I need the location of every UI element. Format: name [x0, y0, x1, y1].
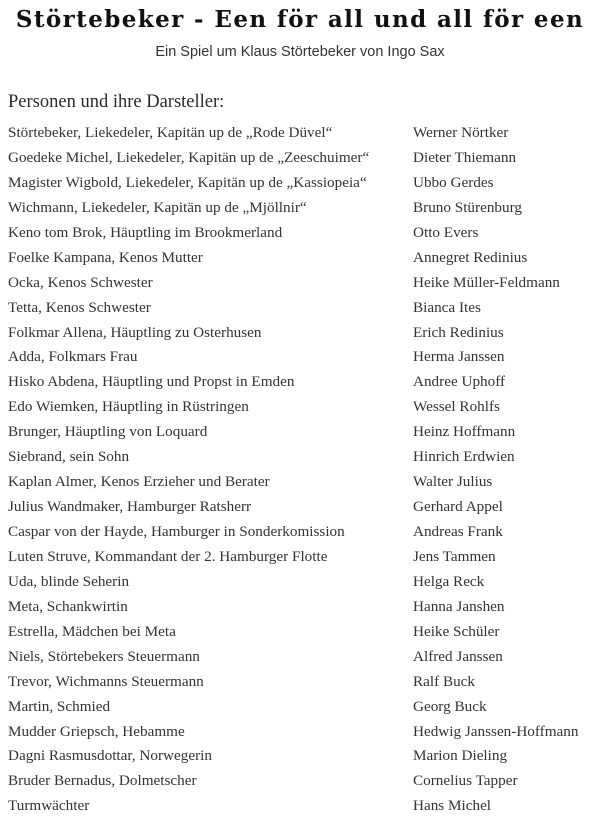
- actor-name: Marion Dieling: [413, 747, 508, 765]
- role-name: Julius Wandmaker, Hamburger Ratsherr: [8, 498, 252, 516]
- actor-name: Heike Schüler: [413, 622, 500, 640]
- cast-row: [0, 769, 600, 794]
- role-name: Niels, Störtebekers Steuermann: [8, 647, 200, 665]
- cast-row: [0, 321, 600, 346]
- cast-row: [0, 296, 600, 321]
- actor-name: Herma Janssen: [413, 348, 505, 366]
- role-name: Adda, Folkmars Frau: [8, 348, 138, 366]
- role-name: Ocka, Kenos Schwester: [8, 273, 153, 291]
- actor-name: Dieter Thiemann: [413, 148, 517, 166]
- cast-row: [0, 545, 600, 570]
- role-name: Magister Wigbold, Liekedeler, Kapitän up de „Kassiopeia“: [8, 173, 367, 191]
- role-name: Mudder Griepsch, Hebamme: [8, 722, 185, 740]
- cast-row: [0, 445, 600, 470]
- role-name: Kaplan Almer, Kenos Erzieher und Berater: [8, 473, 270, 491]
- cast-row: [0, 271, 600, 296]
- role-name: Keno tom Brok, Häuptling im Brookmerland: [8, 223, 283, 241]
- role-name: Foelke Kampana, Kenos Mutter: [8, 248, 203, 266]
- role-name: Martin, Schmied: [8, 697, 111, 715]
- actor-name: Erich Redinius: [413, 323, 504, 341]
- cast-row: [0, 794, 600, 819]
- cast-row: [0, 121, 600, 146]
- actor-name: Werner Nörtker: [413, 124, 509, 141]
- actor-name: Wessel Rohlfs: [413, 398, 500, 416]
- actor-name: Gerhard Appel: [413, 498, 503, 516]
- actor-name: Hans Michel: [413, 797, 492, 815]
- role-name: Goedeke Michel, Liekedeler, Kapitän up de „Zeeschuimer“: [8, 148, 370, 166]
- actor-name: Ralf Buck: [413, 672, 476, 690]
- cast-row: [0, 570, 600, 595]
- cast-row: [0, 744, 600, 769]
- cast-row: [0, 370, 600, 395]
- cast-row: [0, 196, 600, 221]
- actor-name: Georg Buck: [413, 697, 487, 715]
- actor-name: Hedwig Janssen-Hoffmann: [413, 722, 579, 740]
- cast-row: [0, 645, 600, 670]
- actor-name: Hanna Janshen: [413, 597, 505, 615]
- cast-row: [0, 470, 600, 495]
- actor-name: Walter Julius: [413, 473, 493, 491]
- cast-row: [0, 146, 600, 171]
- actor-name: Helga Reck: [413, 572, 485, 590]
- actor-name: Cornelius Tapper: [413, 772, 518, 790]
- cast-row: [0, 171, 600, 196]
- cast-row: [0, 345, 600, 370]
- cast-row: [0, 595, 600, 620]
- cast-row: [0, 395, 600, 420]
- actor-name: Hinrich Erdwien: [413, 448, 515, 466]
- actor-name: Heike Müller-Feldmann: [413, 273, 560, 291]
- page-subtitle: Ein Spiel um Klaus Störtebeker von Ingo Sax: [155, 44, 445, 60]
- cast-table: [0, 121, 600, 819]
- role-name: Hisko Abdena, Häuptling und Propst in Emden: [8, 373, 295, 391]
- role-name: Brunger, Häuptling von Loquard: [8, 423, 208, 441]
- cast-row: [0, 670, 600, 695]
- role-name: Störtebeker, Liekedeler, Kapitän up de „Rode Düvel“: [8, 124, 333, 141]
- actor-name: Andree Uphoff: [413, 373, 506, 391]
- cast-row: [0, 495, 600, 520]
- role-name: Folkmar Allena, Häuptling zu Osterhusen: [8, 323, 262, 341]
- actor-name: Ubbo Gerdes: [413, 173, 494, 191]
- role-name: Turmwächter: [8, 797, 90, 815]
- actor-name: Heinz Hoffmann: [413, 423, 516, 441]
- cast-row: [0, 221, 600, 246]
- cast-row: [0, 720, 600, 745]
- actor-name: Jens Tammen: [413, 547, 496, 565]
- cast-row: [0, 520, 600, 545]
- actor-name: Annegret Redinius: [413, 248, 528, 266]
- role-name: Meta, Schankwirtin: [8, 597, 128, 615]
- role-name: Wichmann, Liekedeler, Kapitän up de „Mjöllnir“: [8, 198, 307, 216]
- actor-name: Alfred Janssen: [413, 647, 503, 665]
- actor-name: Bruno Stürenburg: [413, 198, 522, 216]
- actor-name: Andreas Frank: [413, 523, 503, 540]
- actor-name: Bianca Ites: [413, 298, 481, 316]
- page-title: Störtebeker - Een för all und all för een: [15, 6, 585, 33]
- cast-row: [0, 695, 600, 720]
- role-name: Caspar von der Hayde, Hamburger in Sonderkomission: [8, 523, 345, 540]
- role-name: Estrella, Mädchen bei Meta: [8, 622, 176, 640]
- role-name: Siebrand, sein Sohn: [8, 448, 130, 466]
- role-name: Uda, blinde Seherin: [8, 572, 130, 590]
- actor-name: Otto Evers: [413, 223, 479, 241]
- role-name: Trevor, Wichmanns Steuermann: [8, 672, 204, 690]
- role-name: Bruder Bernadus, Dolmetscher: [8, 772, 197, 790]
- section-heading: Personen und ihre Darsteller:: [8, 92, 225, 112]
- role-name: Luten Struve, Kommandant der 2. Hamburger Flotte: [8, 547, 328, 565]
- cast-row: [0, 246, 600, 271]
- role-name: Edo Wiemken, Häuptling in Rüstringen: [8, 398, 249, 416]
- role-name: Dagni Rasmusdottar, Norwegerin: [8, 747, 212, 765]
- cast-row: [0, 620, 600, 645]
- role-name: Tetta, Kenos Schwester: [8, 298, 151, 316]
- cast-row: [0, 420, 600, 445]
